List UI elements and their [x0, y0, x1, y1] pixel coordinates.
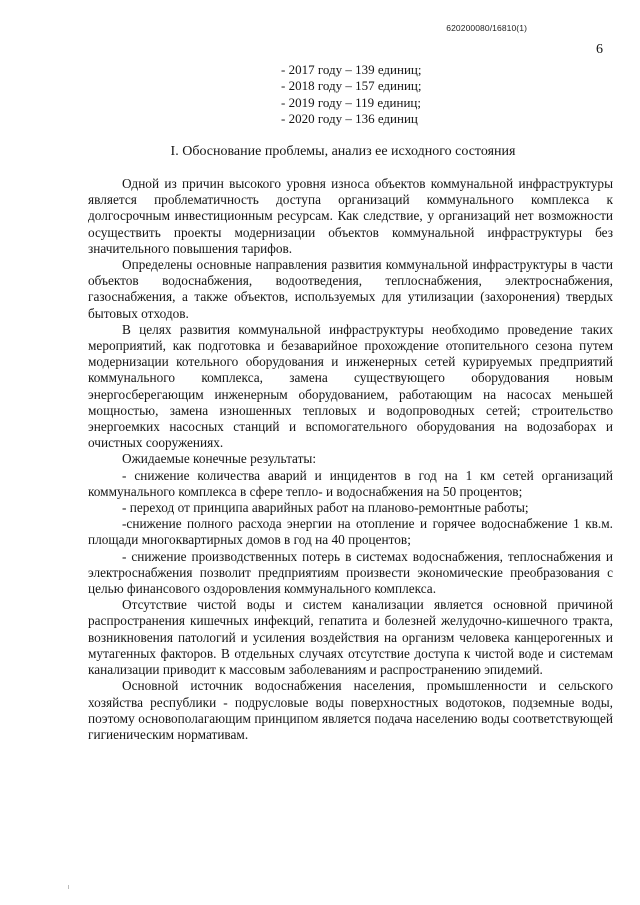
result-item: - снижение количества аварий и инцидентов в год на 1 км сетей организаций коммунального комплекса в сфере тепло- и водоснабжения на 50 процентов;: [88, 467, 613, 499]
result-item: - снижение производственных потерь в системах водоснабжения, теплоснабжения и электроснабжения позволит предприятиям произвести экономические преобразования с целью финансового оздоровления коммунального комплекса.: [88, 548, 613, 597]
paragraph: Ожидаемые конечные результаты:: [122, 451, 317, 467]
paragraph: В целях развития коммунальной инфраструктуры необходимо проведение таких мероприятий, как подготовка и безаварийное прохождение отопительного сезона путем модернизации котельного оборудования и инженерных сетей курируемых предприятий коммунального комплекса, замена существующего оборудования новым энергосберегающим инженерным оборудованием, работающим на насосах меньшей мощностью, замена изношенных тепловых и водопроводных сетей; строительство энергоемких насосных станций и вспомогательного оборудования на водозаборах и очистных сооружениях.: [88, 321, 613, 451]
paragraph: Основной источник водоснабжения населения, промышленности и сельского хозяйства республики - подрусловые воды поверхностных водотоков, подземные воды, поэтому основополагающим принципом является подача населению воды соответствующей гигиеническим нормативам.: [88, 678, 613, 742]
paragraph: Определены основные направления развития коммунальной инфраструктуры в части объектов водоснабжения, водоотведения, теплоснабжения, электроснабжения, газоснабжения, а также объектов, используемых для утилизации (захоронения) твердых бытовых отходов.: [88, 257, 613, 321]
year-count-item: - 2018 году – 157 единиц;: [281, 78, 422, 94]
result-item: - переход от принципа аварийных работ на планово-ремонтные работы;: [122, 500, 529, 516]
scan-artifact: [68, 885, 69, 889]
paragraph: Одной из причин высокого уровня износа объектов коммунальной инфраструктуры является проблематичность доступа организаций коммунального комплекса к долгосрочным инвестиционным ресурсам. Как следствие, у организаций нет возможности осуществить проекты модернизации объектов коммунальной инфраструктуры без значительного повышения тарифов.: [88, 176, 613, 256]
paragraph: Отсутствие чистой воды и систем канализации является основной причиной распространения кишечных инфекций, гепатита и болезней желудочно-кишечного тракта, возникновения патологий и усиления воздействия на организм человека канцерогенных и мутагенных факторов. В отдельных случаях отсутствие доступа к чистой воде и системам канализации приводит к массовым заболеваниям и распространению эпидемий.: [88, 597, 613, 678]
year-count-item: - 2019 году – 119 единиц;: [281, 94, 421, 110]
year-count-item: - 2020 году – 136 единиц: [281, 110, 418, 126]
page-number: 6: [596, 42, 603, 57]
year-count-list: [281, 62, 421, 127]
result-item: -снижение полного расхода энергии на отопление и горячее водоснабжение 1 кв.м. площади многоквартирных домов в год на 40 процентов;: [88, 516, 613, 548]
year-count-item: - 2017 году – 139 единиц;: [281, 62, 422, 77]
section-title: I. Обоснование проблемы, анализ ее исходного состояния: [170, 144, 516, 159]
document-id: 620200080/16810(1): [446, 23, 527, 33]
document-body: [88, 176, 613, 743]
